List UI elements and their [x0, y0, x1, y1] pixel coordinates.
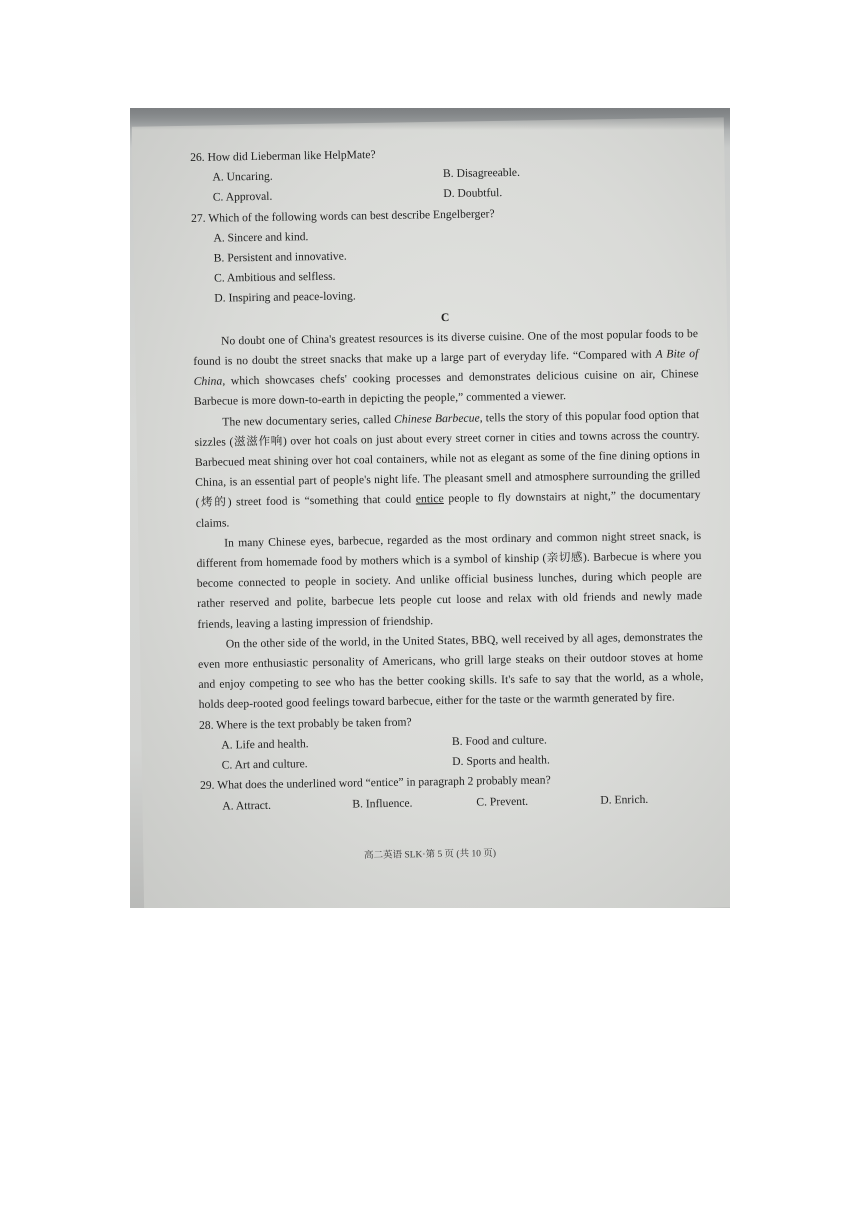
p2-text-c: people to fly downstairs at night,” the documentary claims. — [195, 488, 701, 530]
q27-option-a: A. Sincere and kind. — [213, 229, 309, 245]
top-edge-shadow — [130, 108, 730, 130]
q26-option-c: C. Approval. — [212, 190, 273, 205]
passage-paragraph-2 — [194, 405, 701, 534]
passage-paragraph-4: On the other side of the world, in the United States, BBQ, well received by all ages, demonstrates the even more enthusiastic personality of Americans, who grill large steaks on their outdoor stoves at home and enjoy competing to see who has the better cooking skills. It's safe to say that the world, as a whole, holds deep-rooted good feelings toward barbecue, either for the taste or the warmth generated by fire. — [198, 629, 704, 712]
p2-title-italic: Chinese Barbecue — [393, 411, 480, 426]
p1-title-italic: A Bite of China — [193, 347, 699, 389]
q28-option-c: C. Art and culture. — [221, 757, 308, 772]
passage-paragraph-1 — [193, 324, 699, 413]
question-29: 29. What does the underlined word “entice” in paragraph 2 probably mean? — [199, 773, 551, 793]
question-26: 26. How did Lieberman like HelpMate? — [190, 148, 376, 164]
p2-text-b: , tells the story of this popular food option that sizzles (滋滋作响) over hot coals on just about every street corner in cities and towns across the country. Barbecued meat shining over hot coal containers, while not as elegant as some of the fine dining options in China, is an essential part of people's night life. The pleasant smell and atmosphere surrounding the grilled (烤的) street food is “something that could — [194, 407, 701, 510]
q29-option-d: D. Enrich. — [600, 792, 649, 807]
page-footer: 高二英语 SLK·第 5 页 (共 10 页) — [363, 848, 497, 862]
underlined-word-entice: entice — [415, 492, 444, 506]
p2-text-a: The new documentary series, called — [222, 412, 395, 429]
q27-option-d: D. Inspiring and peace-loving. — [214, 289, 356, 306]
q26-option-d: D. Doubtful. — [443, 186, 503, 201]
p1-text-a: No doubt one of China's greatest resources is its diverse cuisine. One of the most popular foods to be found is no doubt the street snacks that make up a large part of everyday life. “Compared with — [193, 326, 699, 369]
q26-option-b: B. Disagreeable. — [442, 166, 521, 181]
q29-option-b: B. Influence. — [352, 796, 413, 811]
passage-paragraph-3: In many Chinese eyes, barbecue, regarded as the most ordinary and common night street snack, is different from homemade food by mothers which is a symbol of kinship (亲切感). Barbecue is where you become connected to people in society. And unlike official business lunches, during which people are rather reserved and polite, barbecue lets people cut loose and relax with old friends and newly made friends, leaving a lasting impression of friendship. — [196, 528, 703, 631]
q28-option-a: A. Life and health. — [221, 737, 309, 752]
exam-content — [190, 140, 705, 817]
question-27: 27. Which of the following words can best describe Engelberger? — [190, 206, 495, 225]
q29-option-a: A. Attract. — [222, 798, 272, 813]
q27-option-c: C. Ambitious and selfless. — [213, 269, 336, 285]
q28-option-d: D. Sports and health. — [452, 753, 550, 769]
question-28: 28. Where is the text probably be taken from? — [198, 715, 412, 732]
q27-option-b: B. Persistent and innovative. — [213, 249, 347, 265]
document-photo — [130, 108, 730, 908]
q29-option-c: C. Prevent. — [476, 794, 529, 809]
q28-option-b: B. Food and culture. — [451, 733, 548, 748]
p1-text-b: , which showcases chefs' cooking processes and demonstrates delicious cuisine on air, Chinese Barbecue is more down-to-earth in depicting the people,” commented a viewer. — [193, 367, 699, 409]
section-heading: C — [440, 310, 450, 324]
q26-option-a: A. Uncaring. — [212, 169, 273, 184]
